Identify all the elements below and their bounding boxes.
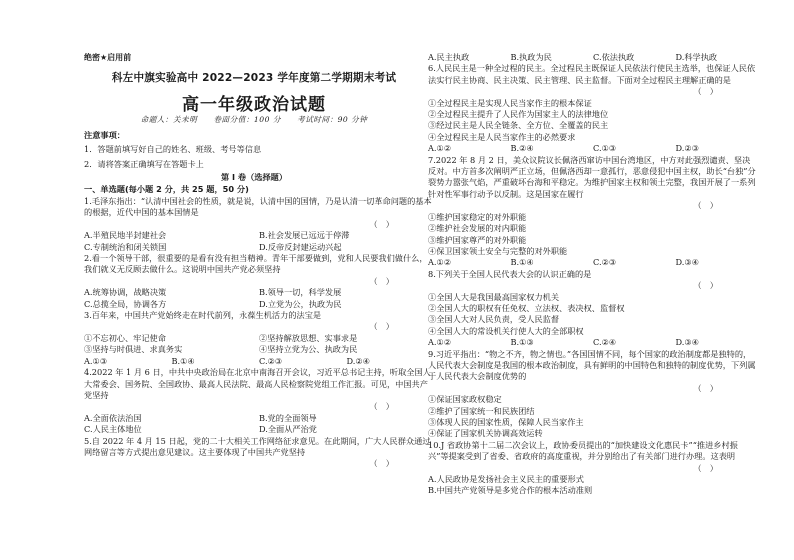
- question-stem: （ ）: [369, 401, 394, 412]
- option: C.②④: [593, 337, 617, 348]
- option: ②全国人大的职权有任免权、立法权、表决权、监督权: [428, 302, 625, 313]
- exam-title: 高一年级政治试题: [182, 95, 326, 115]
- option: B.②④: [510, 143, 534, 154]
- question: [428, 155, 758, 269]
- option: A.①②: [428, 337, 452, 348]
- option: C.②③: [259, 355, 283, 366]
- question: [84, 310, 434, 356]
- option: D.②④: [346, 355, 371, 366]
- option: ④坚持立党为公、执政为民: [259, 344, 358, 355]
- option: ④全国人大的常设机关行使人大的全部职权: [428, 325, 584, 336]
- question-stem: （ ）: [369, 218, 394, 229]
- question: [428, 440, 758, 497]
- question: [428, 63, 758, 154]
- question-stem: 6.人民民主是一种全过程的民主。全过程民主既保证人民依法行使民主选举，也保证人民依法实行民主协商、民主决策、民主管理、民主监督。下面对全过程民主理解正确的是: [428, 63, 756, 85]
- volume-heading: 第 I 卷（选择题）: [220, 172, 288, 182]
- option: B.①④: [171, 355, 195, 366]
- option: B.①③: [510, 337, 534, 348]
- question-stem: （ ）: [693, 462, 718, 473]
- right-questions: [428, 52, 758, 497]
- notes-heading: 注意事项：: [84, 130, 125, 140]
- option: ④保证了国家机关协调高效运转: [428, 428, 543, 439]
- option: ①不忘初心、牢记使命: [84, 332, 166, 343]
- question: [84, 436, 434, 470]
- option: ②全过程民主提升了人民作为国家主人的法律地位: [428, 109, 609, 120]
- option: B.①④: [510, 257, 534, 268]
- option: ④保卫国家领土安全与完整的对外职能: [428, 245, 568, 256]
- question-stem: 2.看一个领导干部，很重要的是看有没有担当精神。青年干部要做到，党和人民要我们做什么，我们就义无反顾去做什么。这说明中国共产党必须坚持: [84, 253, 428, 275]
- option: C.专制统治和闭关锁国: [84, 241, 167, 252]
- option: ①保证国家政权稳定: [428, 394, 502, 405]
- question-stem: （ ）: [693, 280, 718, 291]
- option: A.①③: [84, 355, 108, 366]
- option: C.①③: [593, 143, 617, 154]
- option: ③体现人民的国家性质，保障人民当家作主: [428, 417, 584, 427]
- option: ④全过程民主是人民当家作主的必然要求: [428, 131, 576, 142]
- question-stem: 4.2022 年 1 月 6 日，中共中央政治局在北京中南海召开会议，习近平总书记主持，听取全国人大常委会、国务院、全国政协、最高人民法院、最高人民检察院党组工作汇报。可见，中国共产党坚持: [84, 367, 431, 400]
- school-title: 科左中旗实验高中 2022—2023 学年度第二学期期末考试: [111, 72, 397, 84]
- option: B.党的全面领导: [259, 412, 317, 423]
- option: C.总揽全局，协调各方: [84, 298, 167, 309]
- option: ③经过民主是人民全链条、全方位、全覆盖的民主: [428, 120, 609, 131]
- question-stem: 1.毛泽东指出：“认清中国社会的性质，就是说，认清中国的国情，乃是认清一切革命问题的基本的根据，近代中国的基本国情是: [84, 196, 432, 218]
- option: D.反帝反封建运动兴起: [259, 241, 342, 252]
- question-stem: （ ）: [693, 382, 718, 393]
- option: D.全面从严治党: [259, 424, 317, 435]
- option: A.①②: [428, 257, 452, 268]
- question-stem: 3.百年来，中国共产党始终走在时代前列，永葆生机活力的法宝是: [84, 310, 322, 321]
- option: B.领导一切，科学发展: [259, 287, 342, 298]
- option: D.科学执政: [675, 52, 718, 62]
- option: B.中国共产党领导是多党合作的根本活动准则: [428, 485, 593, 496]
- option: A.人民政协是发扬社会主义民主的重要形式: [428, 474, 584, 485]
- notes-block: [84, 130, 434, 170]
- section-heading: 一、单选题(每小题 2 分，共 25 题，50 分): [84, 184, 249, 194]
- option: D.立党为公，执政为民: [259, 298, 342, 309]
- question: [84, 367, 434, 435]
- option: ③维护国家尊严的对外职能: [428, 234, 527, 245]
- option: B.社会发展已远远于停滞: [259, 230, 350, 241]
- option: C.依法执政: [593, 52, 635, 62]
- option: A.全面依法治国: [84, 412, 142, 423]
- option: C.人民主体地位: [84, 424, 142, 435]
- option: ①全国人大是我国最高国家权力机关: [428, 291, 560, 302]
- option: ②维护社会发展的对内职能: [428, 223, 527, 234]
- option: D.③④: [675, 257, 700, 268]
- question: [428, 349, 758, 440]
- question-stem: （ ）: [369, 321, 394, 332]
- question-stem: 10.J 省政协第十二届二次会议上，政协委员提出的“加快建设文化惠民卡”“推进乡村振兴”等提案受到了省委、省政府的高度重视，并分别给出了有关部门进行办理。这表明: [428, 439, 738, 462]
- question-stem: 9.习近平指出：“物之不齐，物之情也。”各国国情不同，每个国家的政治制度都是独特的，人民代表大会制度是我国的根本政治制度，具有鲜明的中国特色和独特的制度优势，下列属于人民代表大会制度优势的: [428, 348, 756, 382]
- option: A.半殖民地半封建社会: [84, 230, 167, 241]
- question-stem: （ ）: [693, 86, 718, 97]
- question: [84, 356, 434, 367]
- secret-label: 绝密★启用前: [84, 53, 132, 62]
- option: ②维护了国家统一和民族团结: [428, 405, 535, 416]
- exam-meta: 命题人：关未明 卷面分值：100 分 考试时间：90 分钟: [140, 115, 368, 124]
- question-stem: 8.下列关于全国人民代表大会的认识正确的是: [428, 268, 592, 279]
- option: A.民主执政: [428, 52, 470, 62]
- option: A.①②: [428, 143, 452, 154]
- option: ③坚持与时俱进、求真务实: [84, 344, 183, 355]
- option: B.执政为民: [510, 52, 552, 62]
- option: ①全过程民主是实现人民当家作主的根本保证: [428, 97, 592, 108]
- option: ③全国人大对人民负责，受人民监督: [428, 314, 560, 325]
- question-stem: 7.2022 年 8 月 2 日，美众议院议长佩洛西窜访中国台湾地区，中方对此强烈谴责、坚决反对。中方首多次阐明严正立场，但佩洛西却一意孤行，恶意侵犯中国主权，助长“台独”分裂势力嚣张气焰，严重破坏台海和平稳定。为维护国家主权和领土完整，我国开展了一系列针对性军事行动予以反制。这是国家在履行: [428, 154, 756, 199]
- notes-item: 1．答题前填写好自己的姓名、班级、考号等信息: [84, 144, 262, 155]
- option: D.②③: [675, 143, 700, 154]
- question-stem: （ ）: [693, 200, 718, 211]
- option: C.②③: [593, 257, 617, 268]
- option: ①维护国家稳定的对外职能: [428, 211, 527, 222]
- question: [428, 52, 758, 63]
- left-questions: [84, 196, 434, 470]
- question: [428, 269, 758, 349]
- option: ②坚持解放思想、实事求是: [259, 332, 358, 343]
- question-stem: （ ）: [369, 275, 394, 286]
- option: A.统筹协调，战略决策: [84, 287, 167, 298]
- question: [84, 196, 434, 253]
- notes-item: 2．请将答案正确填写在答题卡上: [84, 158, 204, 169]
- question-stem: 5.自 2022 年 4 月 15 日起，党的二十大相关工作网络征求意见。在此期间，广大人民群众通过网络留言等方式提出意见建议。这主要体现了中国共产党坚持: [84, 435, 431, 457]
- question: [84, 253, 434, 310]
- question-stem: （ ）: [369, 458, 394, 469]
- option: D.③④: [675, 337, 700, 348]
